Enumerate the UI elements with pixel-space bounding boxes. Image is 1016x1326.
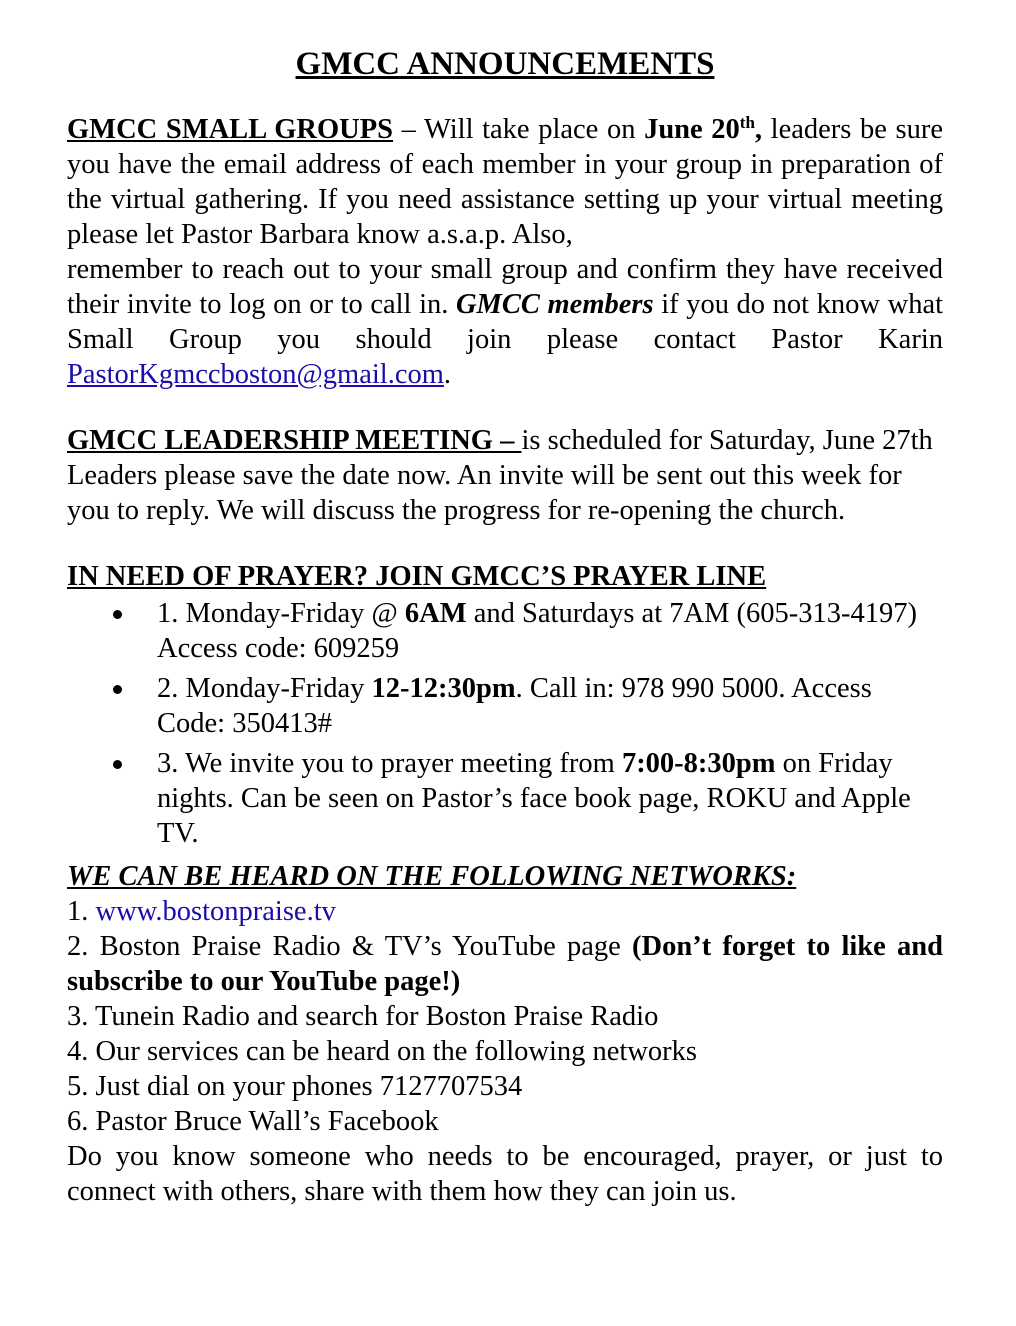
- prayer-item-2-details: . Call in: 978 990 5000. Access Code: 350413#: [157, 673, 872, 739]
- small-groups-date-suffix: th: [739, 113, 755, 132]
- leadership-paragraph: [67, 423, 943, 528]
- small-groups-text-1: – Will take place on: [393, 114, 645, 145]
- network-item-2-text: 2. Boston Praise Radio & TV’s YouTube page: [67, 931, 633, 962]
- small-groups-paragraph: [67, 112, 943, 252]
- small-groups-paragraph-2: [67, 252, 943, 392]
- page-title: GMCC ANNOUNCEMENTS: [295, 46, 715, 82]
- prayer-item-1-time: 6AM: [404, 598, 467, 629]
- networks-section: [67, 859, 943, 1209]
- small-groups-heading: GMCC SMALL GROUPS: [67, 114, 394, 145]
- prayer-item-3-text: 3. We invite you to prayer meeting from: [157, 748, 622, 779]
- network-item-4: 4. Our services can be heard on the following networks: [67, 1036, 697, 1067]
- pastor-karin-email-link[interactable]: PastorKgmccboston@gmail.com: [67, 359, 444, 390]
- prayer-list: [67, 596, 943, 851]
- small-groups-date-comma: ,: [754, 114, 763, 145]
- networks-heading: WE CAN BE HEARD ON THE FOLLOWING NETWORKS:: [67, 861, 797, 892]
- small-groups-text-3: remember to reach out to your small group and confirm they have received their invite to log on or to call in.: [67, 254, 943, 320]
- prayer-item-2-time: 12-12:30pm: [371, 673, 516, 704]
- prayer-item-1: [157, 596, 943, 666]
- prayer-heading: IN NEED OF PRAYER? JOIN GMCC’S PRAYER LINE: [67, 561, 767, 592]
- bullet-icon: [113, 610, 122, 619]
- prayer-item-2-text: 2. Monday-Friday: [157, 673, 372, 704]
- network-item-5: 5. Just dial on your phones 7127707534: [67, 1071, 523, 1102]
- small-groups-text-2: leaders be sure you have the email address of each member in your group in preparation of the virtual gathering. If you need assistance setting up your virtual meeting please let Pastor Barbara know a.s.a.p. Also,: [67, 114, 943, 250]
- bullet-icon: [113, 685, 122, 694]
- small-groups-text-4: if you do not know what Small Group you should join please contact Pastor Karin: [67, 289, 944, 355]
- network-item-3: 3. Tunein Radio and search for Boston Praise Radio: [67, 1001, 659, 1032]
- closing-paragraph: Do you know someone who needs to be encouraged, prayer, or just to connect with others, share with them how they can join us.: [67, 1141, 943, 1207]
- bostonpraise-link[interactable]: www.bostonpraise.tv: [95, 896, 336, 927]
- prayer-item-3-details: on Friday nights. Can be seen on Pastor’s face book page, ROKU and Apple TV.: [157, 748, 911, 849]
- leadership-section: [67, 423, 943, 528]
- network-item-1: [67, 894, 943, 929]
- prayer-item-2: [157, 671, 943, 741]
- network-item-2: [67, 929, 943, 999]
- prayer-item-1-details: and Saturdays at 7AM (605-313-4197) Access code: 609259: [157, 598, 918, 664]
- network-item-2-emphasis: (Don’t forget to like and subscribe to our YouTube page!): [67, 931, 943, 997]
- prayer-section: [67, 559, 943, 851]
- small-groups-date: [644, 114, 762, 145]
- leadership-heading: GMCC LEADERSHIP MEETING –: [67, 425, 522, 456]
- small-groups-text-5: .: [443, 359, 452, 390]
- prayer-item-3: [157, 746, 943, 851]
- prayer-item-1-text: 1. Monday-Friday @: [157, 598, 405, 629]
- prayer-item-3-time: 7:00-8:30pm: [621, 748, 776, 779]
- network-item-6: 6. Pastor Bruce Wall’s Facebook: [67, 1106, 439, 1137]
- network-item-1-number: 1.: [67, 896, 96, 927]
- small-groups-section: [67, 112, 943, 392]
- leadership-body: is scheduled for Saturday, June 27th Leaders please save the date now. An invite will be sent out this week for you to reply. We will discuss the progress for re-opening the church.: [67, 425, 933, 526]
- small-groups-date-text: June 20: [644, 114, 740, 145]
- bullet-icon: [113, 760, 122, 769]
- announcement-page: [67, 40, 943, 1209]
- gmcc-members-emphasis: GMCC members: [455, 289, 654, 320]
